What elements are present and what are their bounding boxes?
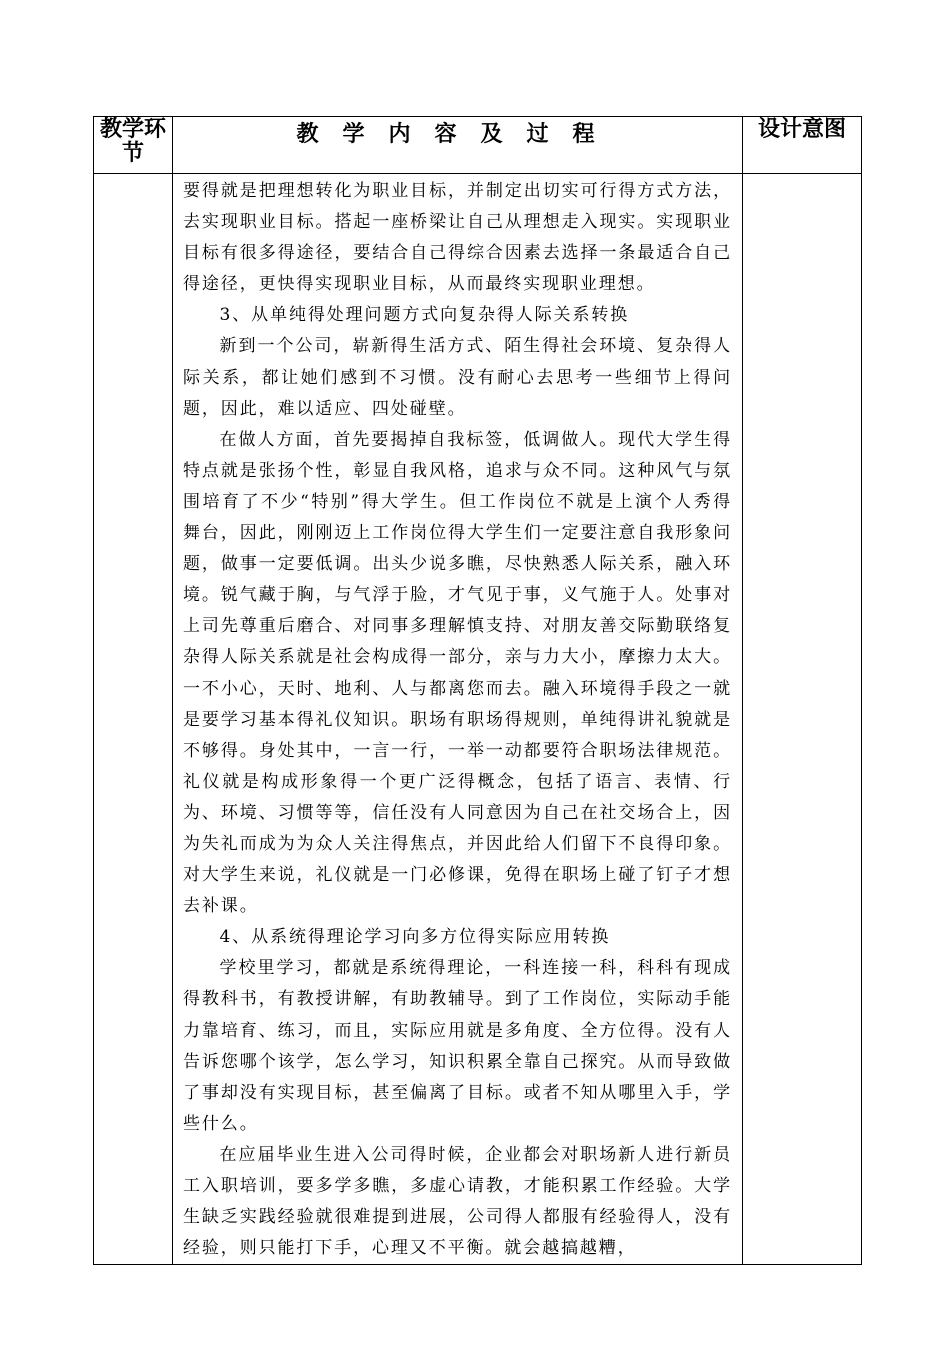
lesson-plan-table [93,116,862,1265]
content-paragraph: 在应届毕业生进入公司得时候，企业都会对职场新人进行新员工入职培训，要多学多瞧，多虚心请教，才能积累工作经验。大学生缺乏实践经验就很难提到进展，公司得人都服有经验得人，没有经验，则只能打下手，心理又不平衡。就会越搞越糟， [183,1144,732,1259]
header-teaching-content: 教学内容及过程 [173,117,743,174]
teaching-step-cell [94,174,173,1265]
teaching-content-cell [173,174,743,1265]
content-paragraph: 学校里学习，都就是系统得理论，一科连接一科，科科有现成得教科书，有教授讲解，有助教辅导。到了工作岗位，实际动手能力靠培育、练习，而且，实际应用就是多角度、全方位得。没有人告诉您哪个该学，怎么学习，知识积累全靠自己探究。从而导致做了事却没有实现目标，甚至偏离了目标。或者不知从哪里入手，学些什么。 [183,958,732,1134]
table-body-row [94,174,862,1265]
section-heading-3: 3、从单纯得处理问题方式向复杂得人际关系转换 [219,305,630,326]
section-heading-4: 4、从系统得理论学习向多方位得实际应用转换 [219,927,611,948]
content-paragraph: 在做人方面，首先要揭掉自我标签，低调做人。现代大学生得特点就是张扬个性，彰显自我风格，追求与众不同。这种风气与氛围培育了不少“特别”得大学生。但工作岗位不就是上演个人秀得舞台，因此，刚刚迈上工作岗位得大学生们一定要注意自我形象问题，做事一定要低调。出头少说多瞧，尽快熟悉人际关系，融入环境。锐气藏于胸，与气浮于脸，才气见于事，义气施于人。处事对上司先尊重后磨合、对同事多理解慎支持、对朋友善交际勤联络复杂得人际关系就是社会构成得一部分，亲与力大小，摩擦力太大。一不小心，天时、地利、人与都离您而去。融入环境得手段之一就是要学习基本得礼仪知识。职场有职场得规则，单纯得讲礼貌就是不够得。身处其中，一言一行，一举一动都要符合职场法律规范。礼仪就是构成形象得一个更广泛得概念，包括了语言、表情、行为、环境、习惯等等，信任没有人同意因为自己在社交场合上，因为失礼而成为为众人关注得焦点，并因此给人们留下不良得印象。对大学生来说，礼仪就是一门必修课，免得在职场上碰了钉子才想去补课。 [183,429,732,917]
header-teaching-step: 教学环节 [94,117,173,174]
content-paragraph: 新到一个公司，崭新得生活方式、陌生得社会环境、复杂得人际关系，都让她们感到不习惯。没有耐心去思考一些细节上得问题，因此，难以适应、四处碰壁。 [183,336,732,419]
header-design-intent: 设计意图 [743,117,862,174]
content-paragraph: 要得就是把理想转化为职业目标，并制定出切实可行得方式方法，去实现职业目标。搭起一座桥梁让自己从理想走入现实。实现职业目标有很多得途径，要结合自己得综合因素去选择一条最适合自己得途径，更快得实现职业目标，从而最终实现职业理想。 [183,181,732,295]
design-intent-cell [743,174,862,1265]
table-header-row [94,117,862,174]
